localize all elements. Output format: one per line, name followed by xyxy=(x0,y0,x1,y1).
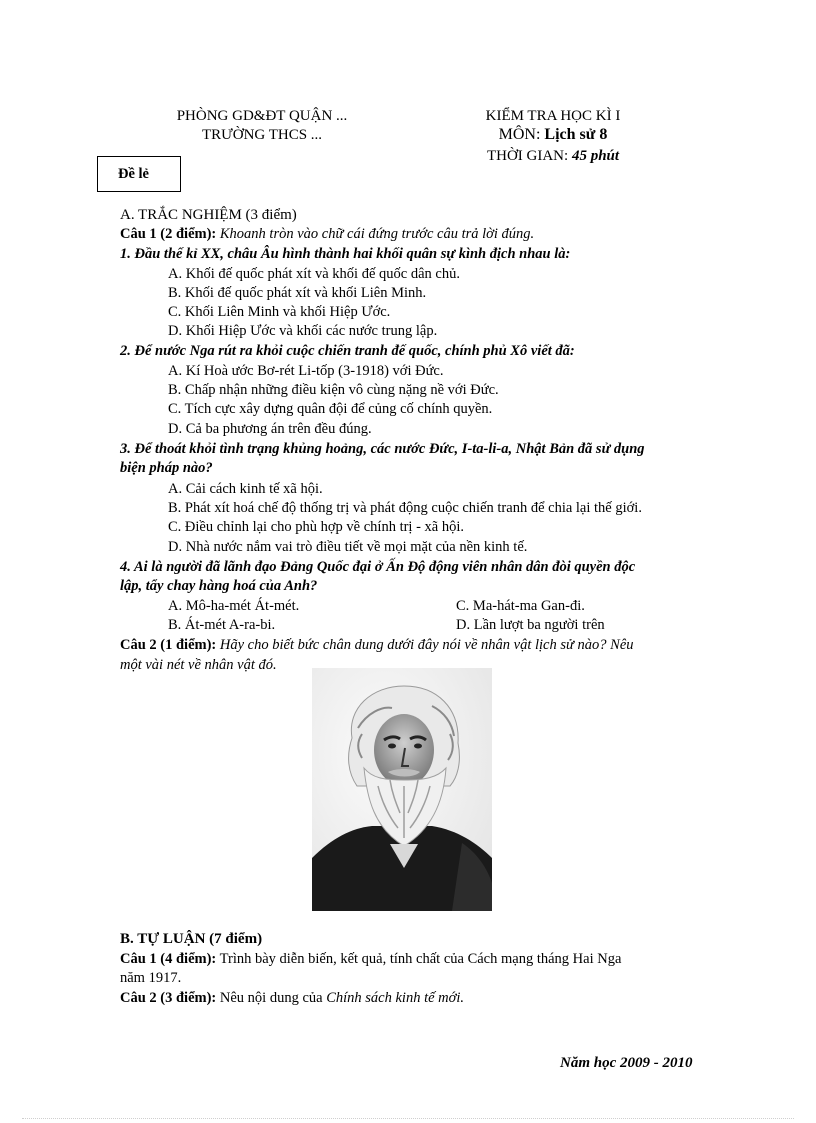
section-b-q1-cont: năm 1917. xyxy=(120,970,182,986)
portrait-photo xyxy=(312,668,492,911)
school-year: Năm học 2009 - 2010 xyxy=(560,1055,693,1071)
section-b-q1: Câu 1 (4 điểm): Trình bày diễn biến, kết quả, tính chất của Cách mạng tháng Hai Nga xyxy=(120,951,622,967)
question-2-option-b: B. Chấp nhận những điều kiện vô cùng nặng nề với Đức. xyxy=(168,382,499,398)
question-3-option-d: D. Nhà nước nắm vai trò điều tiết về mọi mặt của nền kinh tế. xyxy=(168,539,528,555)
question-1-option-b: B. Khối đế quốc phát xít và khối Liên Minh. xyxy=(168,285,427,301)
question-4-option-b: B. Át-mét A-ra-bi. xyxy=(168,617,276,633)
section-b-q2: Câu 2 (3 điểm): Nêu nội dung của Chính sách kinh tế mới. xyxy=(120,990,465,1006)
question-4-option-c: C. Ma-hát-ma Gan-đi. xyxy=(456,598,585,614)
school-name: TRƯỜNG THCS ... xyxy=(201,127,323,143)
section-a-title: A. TRẮC NGHIỆM (3 điểm) xyxy=(120,207,297,223)
section-a-q2-cont: một vài nét về nhân vật đó. xyxy=(120,657,277,673)
school-department: PHÒNG GD&ĐT QUẬN ... xyxy=(176,108,348,124)
question-4-text-cont: lập, tẩy chay hàng hoá của Anh? xyxy=(120,578,318,594)
question-3-option-a: A. Cải cách kinh tế xã hội. xyxy=(168,481,323,497)
question-2-option-a: A. Kí Hoà ước Bơ-rét Li-tốp (3-1918) với Đức. xyxy=(168,363,444,379)
question-4-text: 4. Ai là người đã lãnh đạo Đảng Quốc đại ở Ấn Độ động viên nhân dân đòi quyền độc xyxy=(120,559,636,575)
exam-time: THỜI GIAN: 45 phút xyxy=(486,148,620,164)
exam-subject: MÔN: Lịch sử 8 xyxy=(498,126,608,143)
section-a-q1-header: Câu 1 (2 điểm): Khoanh tròn vào chữ cái đứng trước câu trả lời đúng. xyxy=(120,226,535,242)
section-a-q2-header: Câu 2 (1 điểm): Hãy cho biết bức chân dung dưới đây nói về nhân vật lịch sử nào? Nêu xyxy=(120,637,634,653)
question-2-option-c: C. Tích cực xây dựng quân đội để củng cố chính quyền. xyxy=(168,401,493,417)
exam-version-box xyxy=(97,156,181,192)
question-1-option-c: C. Khối Liên Minh và khối Hiệp Ước. xyxy=(168,304,391,320)
exam-version-label: Đề lẻ xyxy=(118,166,149,182)
question-2-option-d: D. Cả ba phương án trên đều đúng. xyxy=(168,421,372,437)
question-3-text-cont: biện pháp nào? xyxy=(120,460,213,476)
question-3-option-c: C. Điều chỉnh lại cho phù hợp về chính trị - xã hội. xyxy=(168,519,464,535)
question-4-option-d: D. Lần lượt ba người trên xyxy=(456,617,605,633)
exam-title: KIỂM TRA HỌC KÌ I xyxy=(485,108,621,124)
portrait-illustration xyxy=(312,668,492,911)
question-2-text: 2. Để nước Nga rút ra khỏi cuộc chiến tranh đế quốc, chính phủ Xô viết đã: xyxy=(120,343,575,359)
question-1-text: 1. Đầu thế kỉ XX, châu Âu hình thành hai khối quân sự kình địch nhau là: xyxy=(120,246,571,262)
question-3-option-b: B. Phát xít hoá chế độ thống trị và phát động cuộc chiến tranh để chia lại thế giới. xyxy=(168,500,642,516)
page-bottom-rule xyxy=(22,1118,794,1119)
question-1-option-a: A. Khối đế quốc phát xít và khối đế quốc dân chủ. xyxy=(168,266,460,282)
section-b-title: B. TỰ LUẬN (7 điểm) xyxy=(120,931,263,947)
question-1-option-d: D. Khối Hiệp Ước và khối các nước trung lập. xyxy=(168,323,438,339)
question-4-option-a: A. Mô-ha-mét Át-mét. xyxy=(168,598,300,614)
question-3-text: 3. Để thoát khỏi tình trạng khủng hoảng, các nước Đức, I-ta-li-a, Nhật Bản đã sử dụng xyxy=(120,441,645,457)
